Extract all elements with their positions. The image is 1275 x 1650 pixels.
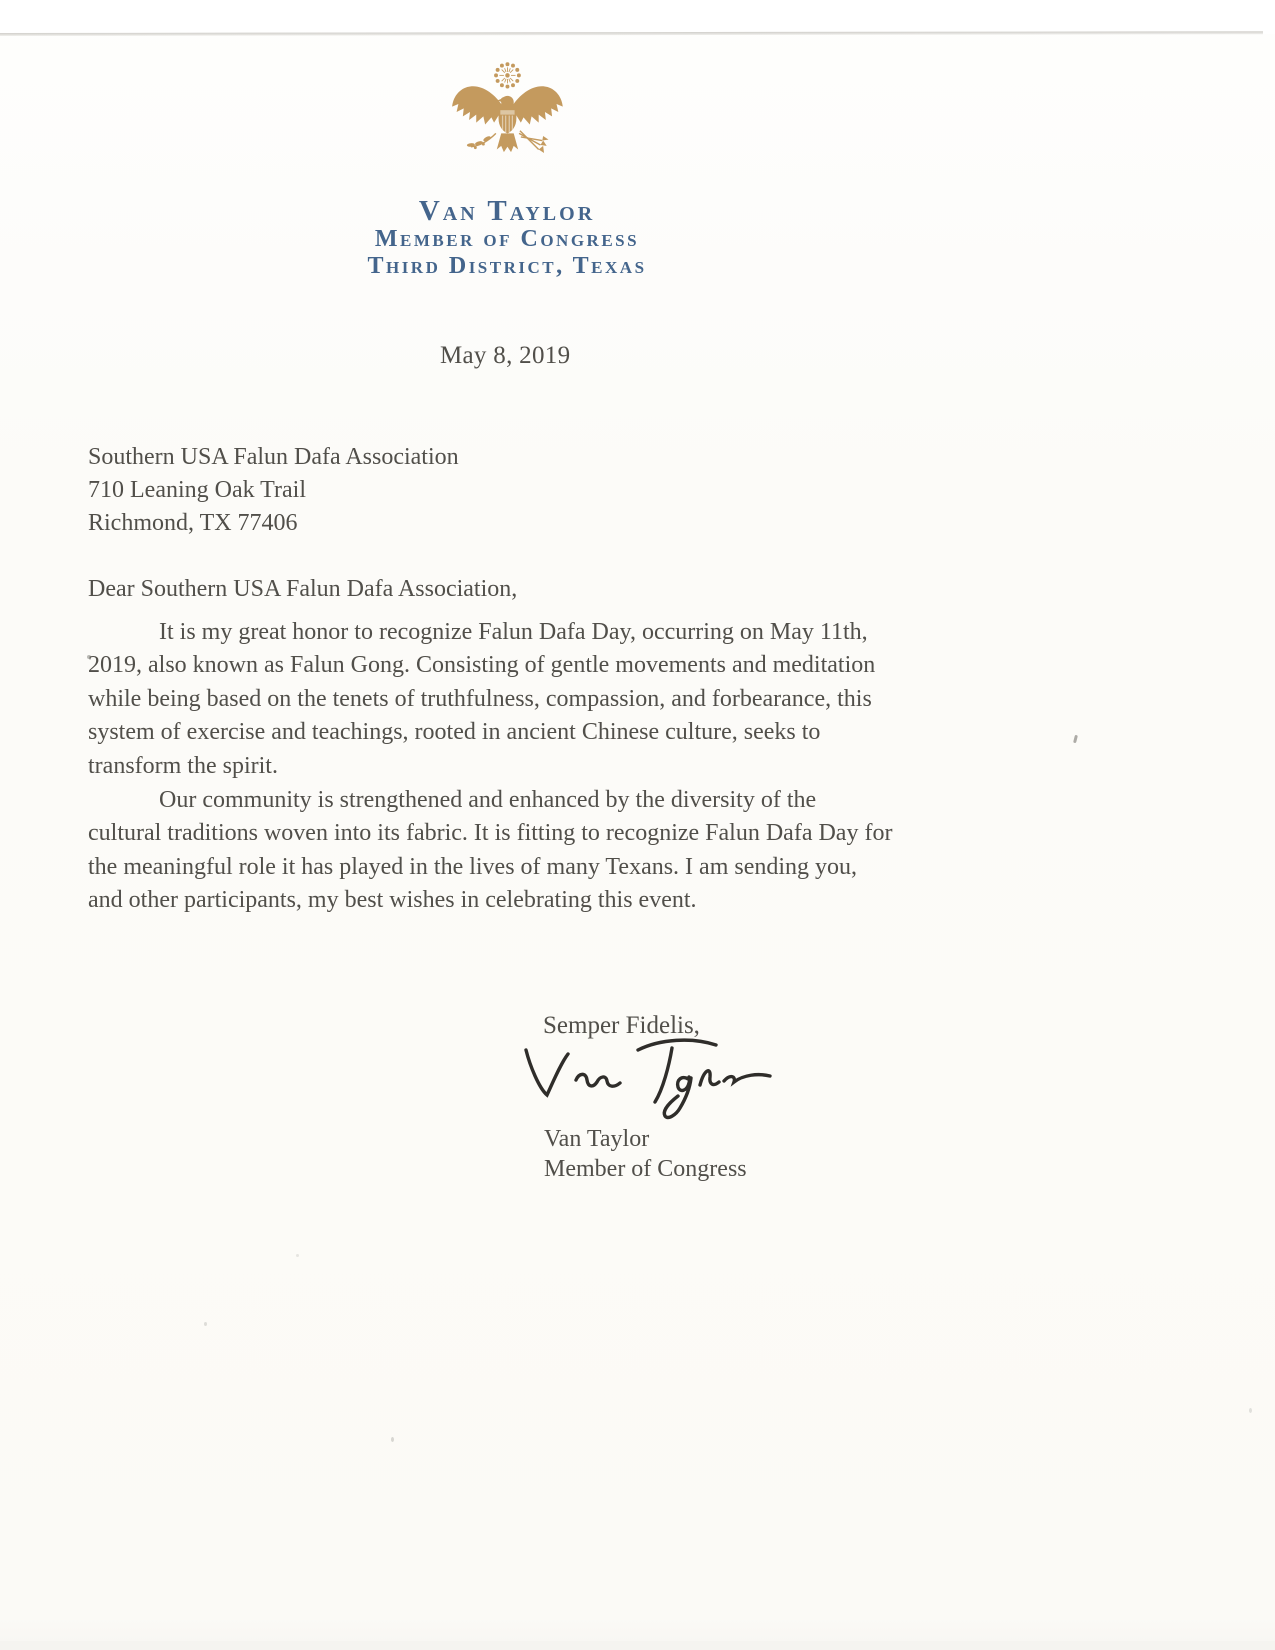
- scan-fold-line: [0, 31, 1263, 36]
- scan-speck: [87, 655, 91, 659]
- scan-edge-band-bottom: [0, 1641, 1275, 1650]
- recipient-street: 710 Leaning Oak Trail: [88, 477, 306, 503]
- congressional-eagle-seal-icon: [449, 60, 565, 180]
- scan-speck: [1249, 1408, 1252, 1413]
- recipient-city-state-zip: Richmond, TX 77406: [88, 510, 298, 536]
- body-paragraph-2: Our community is strengthened and enhanced by the diversity of the cultural traditions woven into its fabric. It is fitting to recognize Falun Dafa Day for the meaningful role it has played in the lives of many Texans. I am sending you, and other participants, my best wishes in celebrating this event.: [88, 787, 893, 914]
- signed-title: Member of Congress: [544, 1156, 747, 1182]
- letterhead-district: Third District, Texas: [367, 253, 647, 279]
- valediction: Semper Fidelis,: [543, 1012, 700, 1039]
- letter-date: May 8, 2019: [440, 342, 571, 369]
- scan-speck: [391, 1437, 394, 1442]
- body-paragraph-1: It is my great honor to recognize Falun Dafa Day, occurring on May 11th, 2019, also known as Falun Gong. Consisting of gentle movements and meditation while being based on the tenets of truthfulness, compassion, and forbearance, this system of exercise and teachings, rooted in ancient Chinese culture, seeks to transform the spirit.: [88, 619, 876, 779]
- letterhead: [367, 60, 646, 280]
- letterhead-name: Van Taylor: [418, 195, 596, 227]
- handwritten-signature: [516, 1032, 778, 1132]
- scan-speck: [204, 1322, 207, 1326]
- signed-name: Van Taylor: [544, 1126, 650, 1152]
- recipient-address-block: [88, 441, 459, 540]
- recipient-organization: Southern USA Falun Dafa Association: [88, 444, 459, 470]
- scan-speck: [296, 1254, 299, 1257]
- letterhead-title: Member of Congress: [374, 226, 640, 252]
- scan-speck: [1073, 735, 1078, 743]
- scan-edge-band: [0, 0, 1275, 34]
- salutation: Dear Southern USA Falun Dafa Association,: [88, 576, 518, 602]
